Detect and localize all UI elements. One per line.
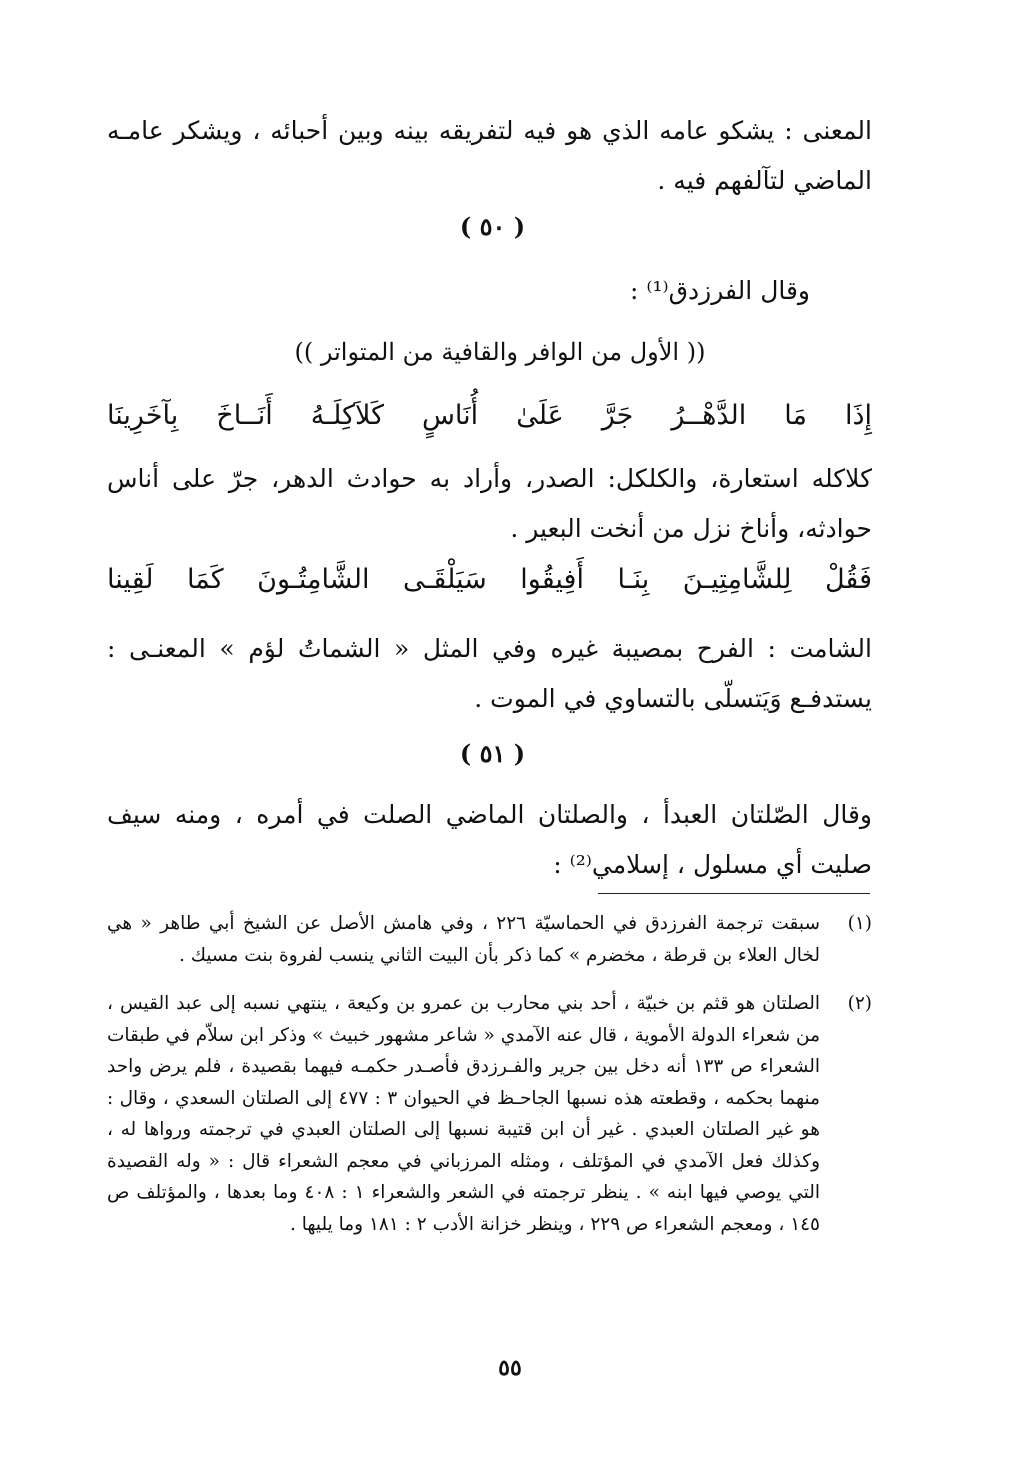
meaning-paragraph-49: المعنى : يشكو عامه الذي هو فيه لتفريقه بينه وبين أحبائه ، ويشكر عامـه الماضي لتآلفهم فيه .	[107, 116, 872, 195]
verse-word: كَلاَكِلَـهُ	[310, 400, 384, 431]
poem-intro-51: وقال الصّلتان العبدأ ، والصلتان الماضي الصلت في أمره ، ومنه سيف صليت أي مسلول ، إسلامي⁽²⁾ :	[107, 800, 872, 879]
footnote-text: الصلتان هو قثم بن خبيّة ، أحد بني محارب بن عمرو بن وكيعة ، ينتهي نسبه إلى عبد القيس ، من شعراء الدولة الأموية ، قال عنه الآمدي « شاعر مشهور خبيث » وذكر ابن سلاّم في طبقات الشعراء ص ١٣٣ أنه دخل بين جرير والفـرزدق فأصـدر حكمـه فيهما بقصيدة ، فلم يرض واحد منهما بحكمه ، وقطعته هذه نسبها الجاحـظ في الحيوان ٣ : ٤٧٧ إلى الصلتان السعدي ، وقال : هو غير الصلتان العبدي . غير أن ابن قتيبة نسبها إلى الصلتان العبدي في ترجمته ورواها له ، وكذلك فعل الآمدي في المؤتلف ، ومثله المرزباني في معجم الشعراء قال : « وله القصيدة التي يوصي فيها ابنه » . ينظر ترجمته في الشعر والشعراء ١ : ٤٠٨ وما بعدها ، والمؤتلف ص ١٤٥ ، ومعجم الشعراء ص ٢٢٩ ، وينظر خزانة الأدب ٢ : ١٨١ وما يليها .	[107, 993, 821, 1235]
footnote-1	[107, 908, 872, 971]
gloss-paragraph-1: كلاكله استعارة، والكلكل: الصدر، وأراد به حوادث الدهر، جرّ على أناس حوادثه، وأناخ نزل من أنخت البعير .	[107, 464, 872, 543]
verse-word: فَقُلْ	[824, 564, 872, 595]
footnote-separator	[598, 893, 870, 894]
footnote-2	[107, 988, 872, 1240]
verse-word: لَقِينا	[107, 564, 154, 595]
poem-number-51: ( ٥١ )	[459, 739, 526, 768]
meter-line: (( الأول من الوافر والقافية من المتواتر ))	[294, 338, 706, 366]
verse-word: سَيَلْقَـى	[403, 564, 487, 595]
verse-word: لِلشَّامِتِيـنَ	[682, 564, 792, 595]
footnote-number: (١)	[847, 913, 872, 934]
verse-word: أُنَاسٍ	[421, 400, 479, 431]
footnote-text: سبقت ترجمة الفرزدق في الحماسيّة ٢٢٦ ، وفي هامش الأصل عن الشيخ أبي طاهر « هي لخال العلاء بن قرطة ، مخضرم » كما ذكر بأن البيت الثاني ينسب لفروة بنت مسيك .	[107, 913, 820, 966]
verse-line-2	[107, 556, 872, 604]
verse-word: أَفِيقُوا	[520, 564, 584, 595]
verse-word: الشَّامِتُـونَ	[257, 564, 370, 595]
footnote-number: (٢)	[847, 993, 872, 1014]
verse-word: بِنَـا	[617, 564, 650, 595]
verse-word: بِآخَرِينَا	[107, 400, 179, 431]
gloss-paragraph-2: الشامت : الفرح بمصيبة غيره وفي المثل « الشماتُ لؤم » المعنـى : يستدفـع وَيَتسلّى بالتساوي في الموت .	[107, 634, 872, 713]
poem-intro-50: وقال الفرزدق⁽¹⁾ :	[629, 276, 810, 305]
verse-word: الدَّهْــرُ	[671, 400, 747, 431]
verse-word: مَا	[784, 400, 807, 431]
verse-line-1	[107, 392, 872, 440]
verse-word: أَنَــاخَ	[216, 400, 273, 431]
verse-word: عَلَىٰ	[516, 400, 564, 431]
page-number: ٥٥	[498, 1355, 522, 1381]
verse-word: جَرَّ	[601, 400, 634, 431]
verse-word: كَمَا	[186, 564, 224, 595]
verse-word: إِذَا	[844, 400, 872, 431]
poem-number-50: ( ٥٠ )	[459, 212, 526, 241]
